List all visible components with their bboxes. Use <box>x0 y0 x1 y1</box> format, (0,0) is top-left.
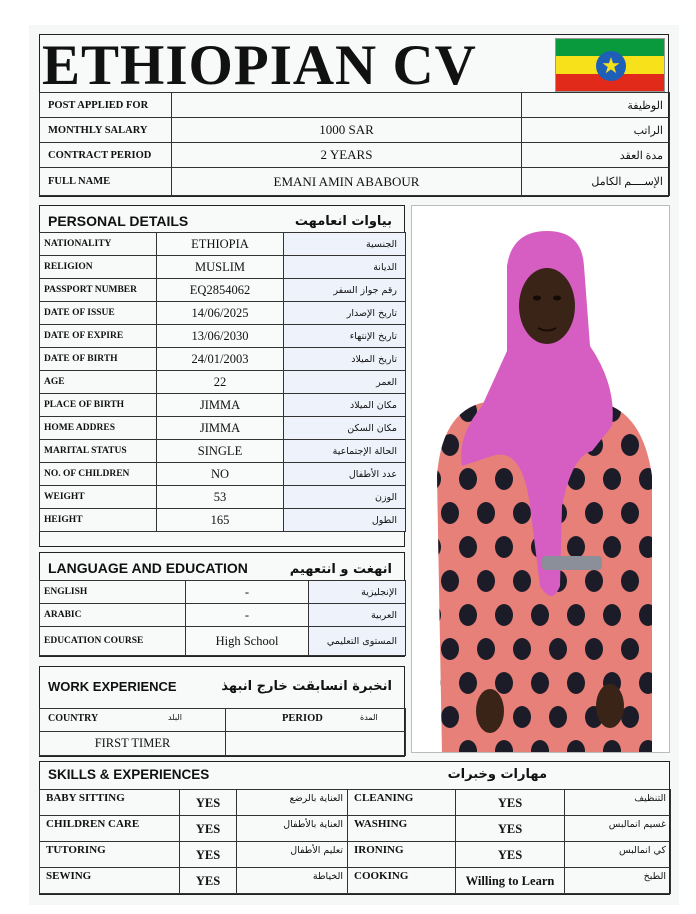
personal-row-value: NO <box>157 463 284 486</box>
flag-emblem: ★ <box>596 51 626 81</box>
dress-dot <box>621 570 639 592</box>
dress-dot <box>513 502 531 524</box>
header-row-arabic: الراتب <box>522 118 670 143</box>
personal-row-arabic: مكان السكن <box>284 417 406 440</box>
skill-value: Willing to Learn <box>456 868 565 894</box>
dress-dot <box>477 570 495 592</box>
personal-row-label: PASSPORT NUMBER <box>40 279 157 302</box>
dress-dot <box>585 502 603 524</box>
language-row-arabic: الإنجليزية <box>309 581 406 604</box>
work-experience-title-ar: انخبرة انسابقت خارج انبهذ <box>221 679 392 694</box>
dress-dot <box>459 468 477 490</box>
header-row-label: CONTRACT PERIOD <box>40 143 172 168</box>
personal-row-value: 22 <box>157 371 284 394</box>
language-row-arabic: العربية <box>309 604 406 627</box>
dress-dot <box>441 502 459 524</box>
dress-dot <box>621 434 639 456</box>
personal-row-arabic: الوزن <box>284 486 406 509</box>
skills-table <box>39 789 671 894</box>
personal-row <box>40 348 406 371</box>
skill-arabic: التنظيف <box>565 790 671 816</box>
header-row-arabic: مدة العقد <box>522 143 670 168</box>
header-row-value <box>172 93 522 118</box>
dress-dot <box>513 638 531 660</box>
personal-row-arabic: الديانة <box>284 256 406 279</box>
header-row-arabic: الوظيفة <box>522 93 670 118</box>
personal-row-value: ETHIOPIA <box>157 233 284 256</box>
dress-dot <box>495 468 513 490</box>
language-row <box>40 581 406 604</box>
personal-row-label: PLACE OF BIRTH <box>40 394 157 417</box>
skill-value: YES <box>456 842 565 868</box>
personal-row-arabic: تاريخ الميلاد <box>284 348 406 371</box>
header-row <box>40 168 670 196</box>
personal-row-label: NATIONALITY <box>40 233 157 256</box>
skill-value: YES <box>456 790 565 816</box>
personal-row-value: SINGLE <box>157 440 284 463</box>
header-row-arabic: الإســــم الكامل <box>522 168 670 196</box>
skill-arabic: الخياطة <box>237 868 348 894</box>
dress-dot <box>441 706 459 728</box>
personal-row-label: AGE <box>40 371 157 394</box>
header-row <box>40 93 670 118</box>
personal-row-value: MUSLIM <box>157 256 284 279</box>
personal-row-label: MARITAL STATUS <box>40 440 157 463</box>
personal-row <box>40 486 406 509</box>
personal-row-label: DATE OF EXPIRE <box>40 325 157 348</box>
header-table <box>39 92 670 196</box>
skills-row <box>40 816 671 842</box>
skill-value: YES <box>456 816 565 842</box>
language-row <box>40 627 406 656</box>
skill-arabic: العناية بالرضع <box>237 790 348 816</box>
dress-dot <box>567 604 585 626</box>
language-education-title-ar: انهغت و انتعهيم <box>289 562 392 577</box>
language-education-title: LANGUAGE AND EDUCATION <box>48 560 248 576</box>
dress-dot <box>585 570 603 592</box>
work-header-row <box>40 709 406 732</box>
personal-row <box>40 371 406 394</box>
personal-row-value: EQ2854062 <box>157 279 284 302</box>
skill-value: YES <box>180 790 237 816</box>
personal-row-label: NO. OF CHILDREN <box>40 463 157 486</box>
skill-arabic: الطبخ <box>565 868 671 894</box>
header-row-label: MONTHLY SALARY <box>40 118 172 143</box>
skills-row <box>40 842 671 868</box>
header-row-value: 2 YEARS <box>172 143 522 168</box>
dress-dot <box>495 672 513 694</box>
dress-dot <box>585 638 603 660</box>
personal-details-panel <box>39 205 405 547</box>
personal-row-arabic: العمر <box>284 371 406 394</box>
dress-dot <box>459 536 477 558</box>
personal-row <box>40 417 406 440</box>
personal-row <box>40 302 406 325</box>
language-row-value: - <box>186 604 309 627</box>
personal-row-arabic: الطول <box>284 509 406 532</box>
personal-row-label: RELIGION <box>40 256 157 279</box>
personal-row-label: DATE OF BIRTH <box>40 348 157 371</box>
personal-row <box>40 463 406 486</box>
personal-row-arabic: الجنسية <box>284 233 406 256</box>
work-value-row <box>40 732 406 756</box>
skills-row <box>40 790 671 816</box>
skills-title: SKILLS & EXPERIENCES <box>48 767 210 782</box>
personal-row-label: DATE OF ISSUE <box>40 302 157 325</box>
personal-row-arabic: الحالة الإجتماعية <box>284 440 406 463</box>
dress-dot <box>603 468 621 490</box>
language-row-value: - <box>186 581 309 604</box>
header-row <box>40 118 670 143</box>
skill-label: CLEANING <box>348 790 456 816</box>
personal-row <box>40 440 406 463</box>
language-row-arabic: المستوى التعليمي <box>309 627 406 656</box>
dress-dot <box>621 502 639 524</box>
dress-dot <box>441 570 459 592</box>
personal-details-title-ar: بياوات انعامهت <box>294 214 392 229</box>
skill-label: BABY SITTING <box>40 790 180 816</box>
dress-dot <box>603 604 621 626</box>
applicant-photo <box>411 205 670 753</box>
country-value: FIRST TIMER <box>40 732 226 756</box>
dress-dot <box>549 638 567 660</box>
header-row-label: POST APPLIED FOR <box>40 93 172 118</box>
period-value <box>226 732 406 756</box>
period-label-ar: المدة <box>360 713 378 722</box>
country-label: COUNTRY <box>48 713 99 724</box>
skill-label: WASHING <box>348 816 456 842</box>
dress-dot <box>477 502 495 524</box>
skill-arabic: العناية بالأطفال <box>237 816 348 842</box>
personal-row <box>40 509 406 532</box>
language-row-label: ARABIC <box>40 604 186 627</box>
skills-row <box>40 868 671 894</box>
period-label: PERIOD <box>282 713 323 724</box>
work-experience-title: WORK EXPERIENCE <box>48 679 177 694</box>
header-row <box>40 143 670 168</box>
personal-row-value: JIMMA <box>157 394 284 417</box>
personal-details-table <box>39 232 406 532</box>
dress-dot <box>495 536 513 558</box>
language-row <box>40 604 406 627</box>
skill-label: CHILDREN CARE <box>40 816 180 842</box>
personal-row-label: HOME ADDRES <box>40 417 157 440</box>
personal-row-label: WEIGHT <box>40 486 157 509</box>
personal-row-arabic: عدد الأطفال <box>284 463 406 486</box>
dress-dot <box>621 638 639 660</box>
cv-title: ETHIOPIAN CV <box>42 34 477 97</box>
header-row-label: FULL NAME <box>40 168 172 196</box>
country-label-ar: البلد <box>168 713 182 722</box>
personal-row-value: 13/06/2030 <box>157 325 284 348</box>
skills-title-ar: مهارات وخبرات <box>447 767 547 782</box>
personal-row-arabic: مكان الميلاد <box>284 394 406 417</box>
dress-dot <box>441 638 459 660</box>
language-row-label: ENGLISH <box>40 581 186 604</box>
personal-details-title: PERSONAL DETAILS <box>48 213 189 229</box>
personal-row <box>40 233 406 256</box>
dress-dot <box>477 638 495 660</box>
personal-row <box>40 256 406 279</box>
work-experience-table <box>39 708 406 756</box>
personal-row <box>40 394 406 417</box>
personal-row <box>40 325 406 348</box>
skill-label: TUTORING <box>40 842 180 868</box>
personal-row-arabic: تاريخ الإنتهاء <box>284 325 406 348</box>
dress-dot <box>531 604 549 626</box>
dress-dot <box>567 672 585 694</box>
skill-value: YES <box>180 842 237 868</box>
dress-dot <box>513 570 531 592</box>
skill-arabic: تعليم الأطفال <box>237 842 348 868</box>
personal-row-arabic: تاريخ الإصدار <box>284 302 406 325</box>
personal-row-arabic: رقم جواز السفر <box>284 279 406 302</box>
skill-label: COOKING <box>348 868 456 894</box>
personal-row-label: HEIGHT <box>40 509 157 532</box>
period-header-cell <box>226 709 406 732</box>
dress-dot <box>495 604 513 626</box>
personal-row-value: 14/06/2025 <box>157 302 284 325</box>
header-row-value: EMANI AMIN ABABOUR <box>172 168 522 196</box>
language-education-panel <box>39 552 405 657</box>
skills-panel <box>39 761 670 895</box>
work-experience-panel <box>39 666 405 757</box>
personal-row <box>40 279 406 302</box>
language-row-label: EDUCATION COURSE <box>40 627 186 656</box>
personal-row-value: 53 <box>157 486 284 509</box>
language-row-value: High School <box>186 627 309 656</box>
language-education-table <box>39 580 406 656</box>
dress-dot <box>459 604 477 626</box>
dress-dot <box>513 706 531 728</box>
header-row-value: 1000 SAR <box>172 118 522 143</box>
ethiopia-flag-icon <box>555 38 665 92</box>
cv-header <box>39 34 669 197</box>
country-header-cell <box>40 709 226 732</box>
personal-row-value: 24/01/2003 <box>157 348 284 371</box>
personal-row-value: JIMMA <box>157 417 284 440</box>
dress-dot <box>549 706 567 728</box>
dress-dot <box>567 536 585 558</box>
skill-arabic: كي انمالبس <box>565 842 671 868</box>
dress-dot <box>459 672 477 694</box>
skill-label: SEWING <box>40 868 180 894</box>
skill-arabic: غسيم انمالبس <box>565 816 671 842</box>
skill-value: YES <box>180 868 237 894</box>
dress-dot <box>531 672 549 694</box>
skill-value: YES <box>180 816 237 842</box>
applicant-photo-svg <box>412 206 670 753</box>
personal-row-value: 165 <box>157 509 284 532</box>
skill-label: IRONING <box>348 842 456 868</box>
dress-dot <box>603 536 621 558</box>
